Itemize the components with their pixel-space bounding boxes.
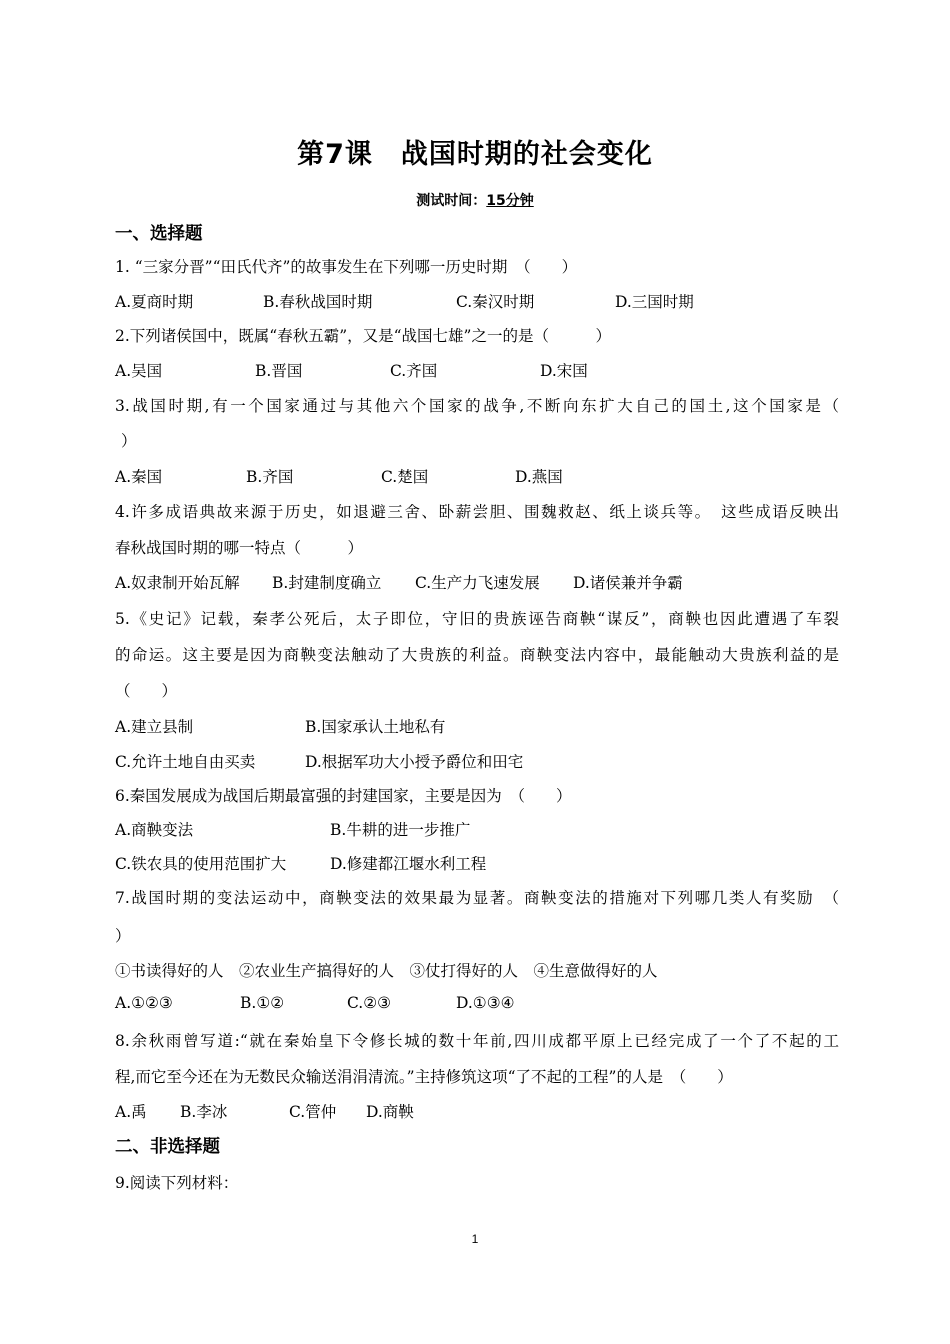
question-7-option-d: D.①③④: [456, 994, 515, 1012]
question-5-stem-line-2: 的命运。这主要是因为商鞅变法触动了大贵族的利益。商鞅变法内容中，最能触动大贵族利益的是: [115, 646, 839, 664]
section-heading-nonchoice: 二、非选择题: [115, 1137, 220, 1157]
question-4-stem-line-1: 4.许多成语典故来源于历史，如退避三舍、卧薪尝胆、围魏救赵、纸上谈兵等。 这些成语反映出: [115, 503, 839, 521]
question-6-option-a: A.商鞅变法: [115, 821, 194, 839]
question-5-option-c: C.允许土地自由买卖: [115, 753, 256, 771]
question-3-stem-line-1: 3.战国时期,有一个国家通过与其他六个国家的战争,不断向东扩大自己的国土,这个国家是（: [115, 397, 839, 415]
question-8-option-c: C.管仲: [289, 1103, 337, 1121]
question-4-option-c: C.生产力飞速发展: [415, 574, 540, 592]
question-2-stem: 2.下列诸侯国中，既属“春秋五霸”，又是“战国七雄”之一的是（ ）: [115, 327, 611, 345]
question-1-option-b: B.春秋战国时期: [263, 293, 373, 311]
question-5-option-b: B.国家承认土地私有: [305, 718, 446, 736]
question-3-option-a: A.秦国: [115, 468, 163, 486]
question-4-option-d: D.诸侯兼并争霸: [573, 574, 683, 592]
question-7-items: ①书读得好的人 ②农业生产搞得好的人 ③仗打得好的人 ④生意做得好的人: [115, 962, 658, 980]
question-8-stem-line-2: 程,而它至今还在为无数民众输送涓涓清流。”主持修筑这项“了不起的工程”的人是 （ ）: [115, 1068, 733, 1086]
question-8-option-b: B.李冰: [180, 1103, 228, 1121]
document-title: 第7课 战国时期的社会变化: [297, 139, 653, 170]
question-7-option-c: C.②③: [347, 994, 392, 1012]
question-2-option-a: A.吴国: [115, 362, 163, 380]
question-1-option-d: D.三国时期: [615, 293, 694, 311]
question-7-option-a: A.①②③: [115, 994, 173, 1012]
question-8-stem-line-1: 8.余秋雨曾写道:“就在秦始皇下令修长城的数十年前,四川成都平原上已经完成了一个了不起的工: [115, 1032, 839, 1050]
question-8-option-d: D.商鞅: [366, 1103, 414, 1121]
question-6-option-d: D.修建都江堰水利工程: [330, 855, 487, 873]
question-4-option-a: A.奴隶制开始瓦解: [115, 574, 240, 592]
question-1-option-c: C.秦汉时期: [456, 293, 535, 311]
question-2-option-b: B.晋国: [255, 362, 303, 380]
question-8-option-a: A.禹: [115, 1103, 147, 1121]
question-2-option-c: C.齐国: [390, 362, 438, 380]
question-3-stem-line-2: ）: [121, 432, 137, 450]
question-3-option-c: C.楚国: [381, 468, 429, 486]
question-6-option-b: B.牛耕的进一步推广: [330, 821, 471, 839]
question-5-option-d: D.根据军功大小授予爵位和田宅: [305, 753, 524, 771]
question-4-option-b: B.封建制度确立: [272, 574, 382, 592]
question-2-option-d: D.宋国: [540, 362, 588, 380]
test-time-value: 15分钟: [486, 193, 534, 209]
page-number: 1: [471, 1232, 479, 1246]
question-5-stem-line-1: 5.《史记》记载，秦孝公死后，太子即位，守旧的贵族诬告商鞅“谋反”，商鞅也因此遭遇了车裂: [115, 610, 839, 628]
section-heading-choice: 一、选择题: [115, 224, 203, 244]
question-4-stem-line-2: 春秋战国时期的哪一特点（ ）: [115, 539, 364, 557]
question-1-stem: 1. “三家分晋”“田氏代齐”的故事发生在下列哪一历史时期 （ ）: [115, 258, 578, 276]
question-3-option-b: B.齐国: [246, 468, 294, 486]
question-7-stem-line-1: 7.战国时期的变法运动中，商鞅变法的效果最为显著。商鞅变法的措施对下列哪几类人有奖励 （: [115, 889, 839, 907]
question-9-stem: 9.阅读下列材料：: [115, 1174, 239, 1192]
question-6-stem: 6.秦国发展成为战国后期最富强的封建国家，主要是因为 （ ）: [115, 787, 572, 805]
question-7-stem-line-2: ）: [115, 927, 131, 945]
question-1-option-a: A.夏商时期: [115, 293, 194, 311]
question-3-option-d: D.燕国: [515, 468, 563, 486]
test-time: [0, 190, 950, 210]
question-5-option-a: A.建立县制: [115, 718, 194, 736]
question-7-option-b: B.①②: [240, 994, 285, 1012]
question-5-stem-line-3: （ ）: [115, 682, 178, 700]
question-6-option-c: C.铁农具的使用范围扩大: [115, 855, 287, 873]
test-time-label: 测试时间：: [416, 193, 487, 209]
